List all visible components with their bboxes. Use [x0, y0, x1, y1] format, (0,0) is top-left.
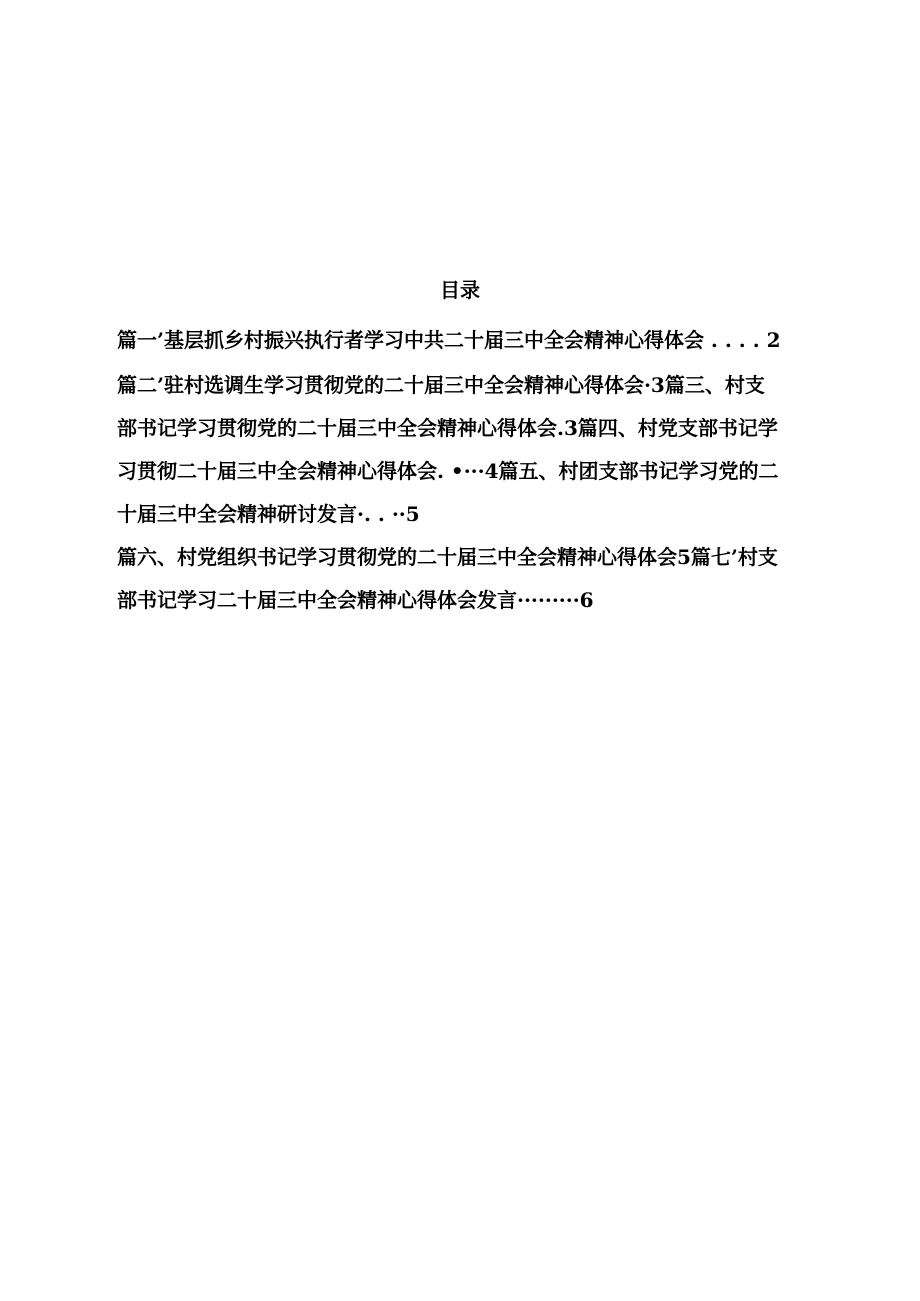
- toc-line: 十届三中全会精神研讨发言·. . ··5: [117, 502, 420, 526]
- toc-title: 目录: [440, 278, 480, 302]
- toc-line: 部书记学习贯彻党的二十届三中全会精神心得体会.3篇四、村党支部书记学: [117, 416, 778, 440]
- toc-line: 篇一’基层抓乡村振兴执行者学习中共二十届三中全会精神心得体会 . . . . 2: [117, 328, 781, 352]
- toc-line: 部书记学习二十届三中全会精神心得体会发言·········6: [117, 588, 594, 612]
- toc-line: 篇六、村党组织书记学习贯彻党的二十届三中全会精神心得体会5篇七’村支: [117, 545, 778, 569]
- toc-line: 习贯彻二十届三中全会精神心得体会. •···4篇五、村团支部书记学习党的二: [117, 459, 779, 483]
- toc-line: 篇二’驻村选调生学习贯彻党的二十届三中全会精神心得体会·3篇三、村支: [117, 373, 765, 397]
